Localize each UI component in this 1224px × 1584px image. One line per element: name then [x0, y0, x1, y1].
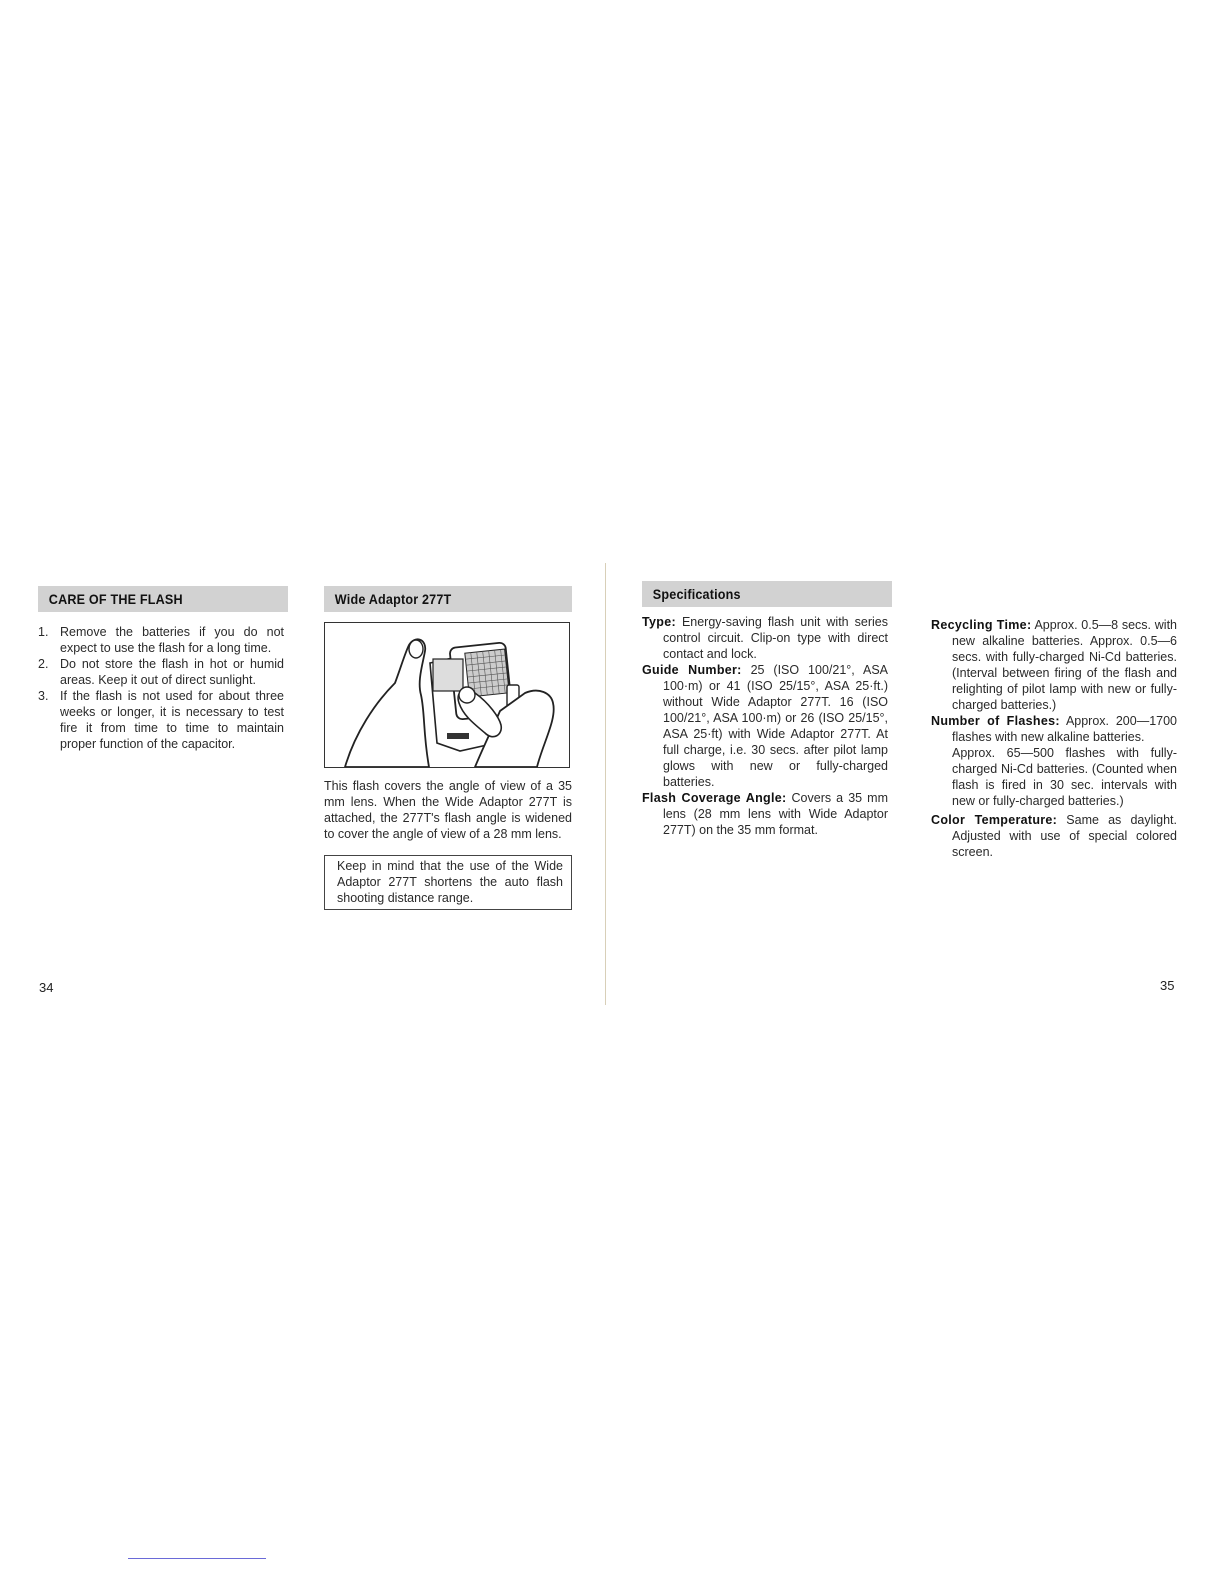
care-list [38, 624, 288, 752]
care-heading-bar [38, 586, 288, 612]
spec-color-temperature [931, 812, 1177, 860]
spec-term: Color Temperature: [931, 813, 1058, 827]
spec-text: Same as daylight. Adjusted with use of special colored screen. [952, 813, 1177, 859]
spec-term: Recycling Time: [931, 618, 1032, 632]
spec-text: Covers a 35 mm lens (28 mm lens with Wide Adaptor 277T) on the 35 mm format. [663, 791, 888, 837]
specs-heading: Specifications [642, 581, 867, 607]
spec-flash-coverage [642, 790, 888, 838]
specs-right-list [931, 617, 1177, 860]
spec-term: Type: [642, 615, 676, 629]
spec-text: Energy-saving flash unit with series control circuit. Clip-on type with direct contact and lock. [663, 615, 888, 661]
spec-term: Guide Number: [642, 663, 742, 677]
care-section [38, 586, 288, 752]
list-item-number: 1. [38, 625, 49, 639]
list-item-text: If the flash is not used for about three weeks or longer, it is necessary to test fire it from time to time to maintain proper function of the capacitor. [60, 689, 284, 751]
spec-text: Approx. 0.5—8 secs. with new alkaline batteries. Approx. 0.5—6 secs. with fully-charged Ni-Cd batteries. (Interval between firing of the flash and relighting of pilot lamp with new or fully-charged batteries.) [952, 618, 1177, 712]
hand-holding-flash-icon [325, 623, 569, 767]
adaptor-heading-bar [324, 586, 572, 612]
adaptor-description: This flash covers the angle of view of a 35 mm lens. When the Wide Adaptor 277T is attached, the 277T's flash angle is widened to cover the angle of view of a 28 mm lens. [324, 779, 572, 841]
care-heading: CARE OF THE FLASH [38, 586, 263, 612]
specs-left-list [642, 614, 892, 838]
spec-guide-number [642, 662, 888, 790]
list-item-number: 2. [38, 657, 49, 671]
spec-number-of-flashes [931, 713, 1177, 809]
page-number-left: 34 [39, 980, 54, 995]
spec-recycling-time [931, 617, 1177, 713]
list-item [38, 656, 288, 688]
spec-term: Flash Coverage Angle: [642, 791, 787, 805]
adaptor-section [324, 586, 572, 910]
list-item-text: Remove the batteries if you do not expect to use the flash for a long time. [60, 625, 284, 655]
adaptor-note-box: Keep in mind that the use of the Wide Adaptor 277T shortens the auto flash shooting distance range. [324, 855, 572, 910]
spec-term: Number of Flashes: [931, 714, 1060, 728]
spec-type [642, 614, 888, 662]
specs-section [642, 581, 892, 838]
spec-extra-text: Approx. 65—500 flashes with fully-charged Ni-Cd batteries. (Counted when flash is fired in 30 sec. intervals with new or fully-charged batteries.) [952, 746, 1177, 808]
list-item [38, 688, 288, 752]
spec-text: 25 (ISO 100/21°, ASA 100·m) or 41 (ISO 25/15°, ASA 25·ft.) without Wide Adaptor 277T. 16 (ISO 100/21°, ASA 100·m) or 26 (ISO 25/15°, ASA 25·ft) with Wide Adaptor 277T. At full charge, i.e. 30 secs. after pilot lamp glows with new or fully-charged batteries. [663, 663, 888, 789]
bottom-rule [128, 1558, 266, 1559]
page-gutter [605, 563, 606, 1005]
specs-heading-bar [642, 581, 892, 607]
specs-continued [931, 617, 1177, 860]
list-item-number: 3. [38, 689, 49, 703]
page-number-right: 35 [1160, 978, 1175, 993]
flash-adaptor-illustration [324, 622, 570, 768]
adaptor-heading: Wide Adaptor 277T [324, 586, 547, 612]
spec-text: Approx. 200—1700 flashes with new alkaline batteries. [952, 714, 1177, 744]
list-item-text: Do not store the flash in hot or humid areas. Keep it out of direct sunlight. [60, 657, 284, 687]
list-item [38, 624, 288, 656]
